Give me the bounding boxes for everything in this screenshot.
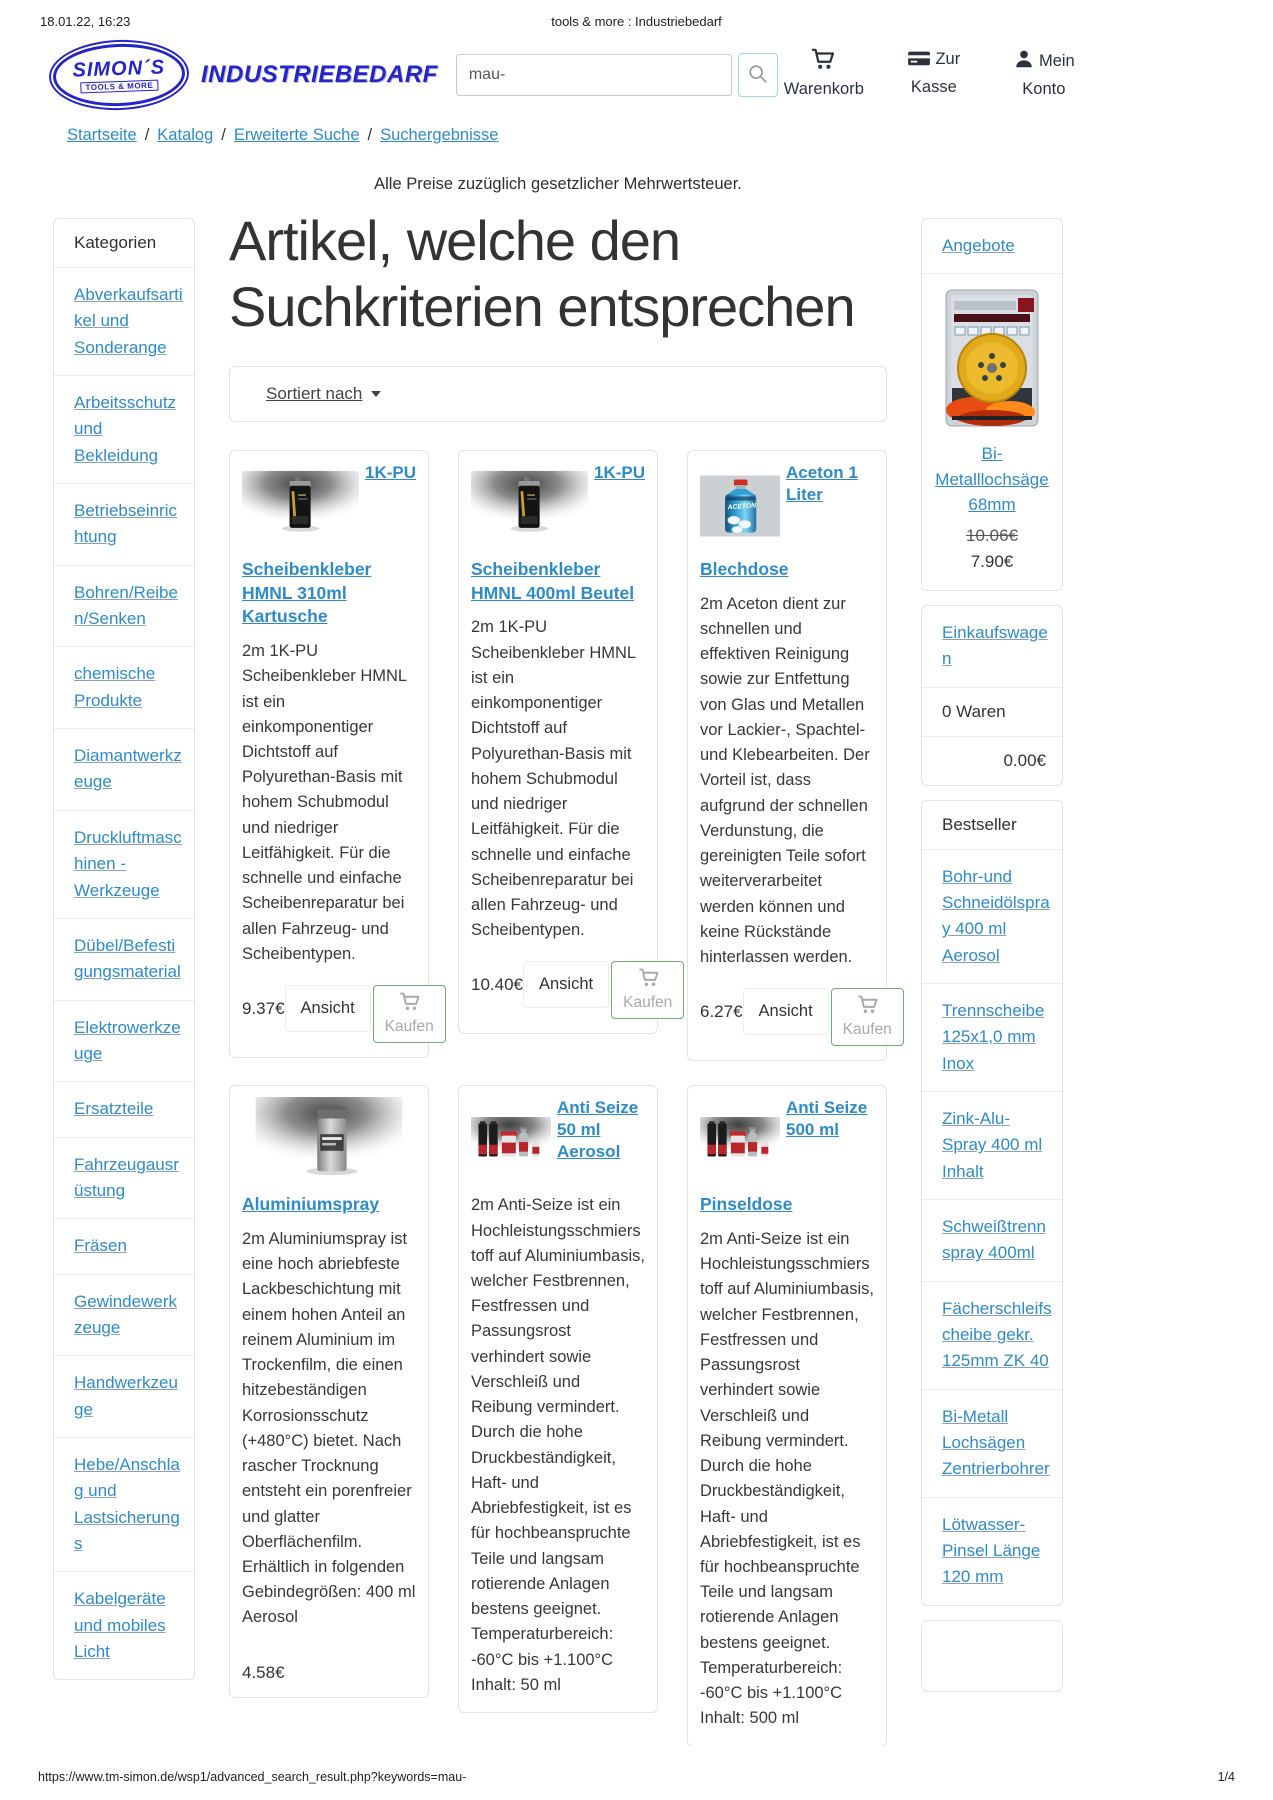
category-item	[54, 1571, 194, 1679]
page	[53, 38, 1075, 1746]
sort-label: Sortiert nach	[266, 384, 363, 404]
category-item	[54, 1437, 194, 1571]
product-description: 2m 1K-PU Scheibenkleber HMNL ist ein einkomponentiger Dichtstoff auf Polyurethan-Basis mit hohem Schubmodul und niedriger Leitfähigkeit. Für die schnelle und einfache Scheibenreparatur bei allen Fahrzeug- und Scheibentypen.	[242, 642, 407, 963]
print-header	[40, 14, 1233, 29]
category-link[interactable]: Kabelgeräte und mobiles Licht	[74, 1589, 166, 1662]
category-link[interactable]: Bohren/Reiben/Senken	[74, 582, 178, 629]
checkout-nav-link[interactable]	[888, 48, 980, 102]
bestseller-box	[921, 800, 1063, 1606]
breadcrumb-link[interactable]: Erweiterte Suche	[233, 126, 360, 144]
category-item	[54, 1355, 194, 1437]
sort-bar	[229, 366, 887, 422]
product-title-link[interactable]: Blechdose	[700, 559, 789, 580]
product-description: 2m Anti-Seize ist ein Hochleistungsschmierstoff auf Aluminiumbasis, welcher Festbrennen, Festfressen und Passungsrost verhindert sowie Verschleiß und Reibung vermindert. Durch die hohe Druckbeständigkeit, Haft- und Abriebfestigkeit, ist es für hochbeanspruchte Teile und langsam rotierende Anlagen bestens geeignet. Temperaturbereich: -60°C bis +1.100°C Inhalt: 500 ml	[700, 1229, 874, 1728]
view-button[interactable]: Ansicht	[285, 985, 371, 1032]
category-item	[54, 1137, 194, 1219]
caret-down-icon	[371, 391, 381, 397]
category-link[interactable]: Abverkaufsartikel und Sonderange	[74, 285, 183, 357]
logo-wordmark: INDUSTRIEBEDARF	[201, 61, 438, 88]
product-image	[700, 462, 780, 550]
buy-button[interactable]	[831, 988, 904, 1046]
breadcrumb-separator: /	[221, 126, 226, 144]
page-title: Artikel, welche den Suchkriterien entsprechen	[229, 218, 855, 339]
logo[interactable]	[53, 44, 438, 106]
cart-box-link[interactable]: Einkaufswagen	[942, 622, 1048, 669]
offers-box	[921, 218, 1063, 591]
product-category-link[interactable]: Anti Seize 500 ml	[786, 1098, 868, 1140]
tax-notice: Alle Preise zuzüglich gesetzlicher Mehrwertsteuer.	[374, 175, 742, 193]
product-image-row	[471, 1097, 645, 1185]
cart-count: 0 Waren	[922, 687, 1062, 736]
category-link[interactable]: Betriebseinrichtung	[74, 501, 177, 547]
product-description: 2m Aluminiumspray ist eine hoch abriebfeste Lackbeschichtung mit einem hohen Anteil an reinem Aluminium im Trockenfilm, die einen hitzebeständigen Korrosionsschutz (+480°C) bietet. Nach rascher Trocknung entsteht ein porenfreier und glatter Oberflächenfilm. Erhältlich in folgenden Gebindegrößen: 400 ml Aerosol	[242, 1229, 416, 1627]
cart-total: 0.00€	[922, 736, 1062, 785]
category-link[interactable]: Fräsen	[74, 1236, 127, 1256]
main-content	[229, 218, 892, 1746]
cart-nav-link[interactable]	[778, 48, 870, 102]
content-layout	[53, 218, 1063, 1746]
product-card	[229, 1085, 429, 1697]
product-category-link[interactable]: 1K-PU	[593, 463, 645, 483]
product-title-link[interactable]: Aluminiumspray	[242, 1194, 380, 1215]
product-price: 9.37€	[242, 999, 285, 1019]
categories-title: Kategorien	[74, 233, 157, 252]
offer-product-image	[944, 415, 1040, 432]
category-item	[54, 267, 194, 375]
bestseller-item	[922, 983, 1062, 1091]
logo-oval	[52, 42, 186, 109]
product-description: 2m 1K-PU Scheibenkleber HMNL ist ein einkomponentiger Dichtstoff auf Polyurethan-Basis mit hohem Schubmodul und niedriger Leitfähigkeit. Für die schnelle und einfache Scheibenreparatur bei allen Fahrzeug- und Scheibentypen.	[471, 618, 636, 940]
buy-button-label: Kaufen	[384, 1018, 434, 1036]
search-button[interactable]	[738, 53, 778, 97]
page-number: 1/4	[1217, 1770, 1235, 1784]
category-link[interactable]: Ersatzteile	[74, 1099, 154, 1119]
logo-brand-text: SIMON´S	[72, 55, 166, 82]
breadcrumb	[67, 126, 1063, 145]
category-item	[54, 565, 194, 647]
breadcrumb-link[interactable]: Startseite	[67, 126, 137, 144]
buy-button[interactable]	[611, 961, 684, 1019]
category-link[interactable]: Dübel/Befestigungsmaterial	[74, 935, 181, 982]
product-image-row	[700, 1097, 874, 1185]
view-button[interactable]: Ansicht	[523, 961, 609, 1008]
user-icon	[1013, 48, 1035, 78]
category-link[interactable]: chemische Produkte	[74, 664, 156, 710]
product-price-row	[242, 985, 434, 1043]
search-bar	[456, 53, 778, 97]
product-description: 2m Aceton dient zur schnellen und effektiven Reinigung sowie zur Entfettung von Glas und Metallen vor Lackier-, Spachtel- und Klebearbeiten. Der Vorteil ist, dass aufgrund der schnellen Verdunstung, die gereinigten Teile sofort weiterverarbeitet werden können und keine Rückstände hinterlassen werden.	[700, 594, 870, 967]
buy-button-label: Kaufen	[623, 994, 673, 1012]
account-nav-label: Mein Konto	[1022, 52, 1075, 98]
cart-nav-label: Warenkorb	[783, 80, 864, 98]
print-title: tools & more : Industriebedarf	[551, 14, 722, 29]
offer-price: 7.90€	[970, 551, 1014, 571]
category-item	[54, 1081, 194, 1136]
product-description: 2m Anti-Seize ist ein Hochleistungsschmierstoff auf Aluminiumbasis, welcher Festbrennen, Festfressen und Passungsrost verhindert sowie Verschleiß und Reibung vermindert. Durch die hohe Druckbeständigkeit, Haft- und Abriebfestigkeit, ist es für hochbeanspruchte Teile und langsam rotierende Anlagen bestens geeignet. Temperaturbereich: -60°C bis +1.100°C Inhalt: 50 ml	[471, 1196, 645, 1694]
offers-link[interactable]: Angebote	[942, 236, 1015, 255]
bestseller-link[interactable]: Zink-Alu-Spray 400 ml Inhalt	[942, 1108, 1043, 1181]
site-header	[53, 44, 1075, 106]
category-link[interactable]: Druckluftmaschinen - Werkzeuge	[74, 827, 182, 900]
product-category-link[interactable]: 1K-PU	[364, 463, 416, 483]
category-item	[54, 918, 194, 1000]
category-item	[54, 1274, 194, 1356]
bestseller-item	[922, 1497, 1062, 1605]
search-input[interactable]	[456, 54, 732, 96]
breadcrumb-link[interactable]: Suchergebnisse	[380, 126, 499, 144]
header-nav	[778, 48, 1090, 102]
shopping-cart-icon	[810, 48, 834, 78]
categories-sidebar	[53, 218, 195, 1680]
product-card	[687, 450, 892, 1061]
product-price: 10.40€	[471, 975, 523, 995]
bestseller-link[interactable]: Bohr-und Schneidölspray 400 ml Aerosol	[942, 866, 1050, 965]
product-image	[700, 1097, 780, 1185]
product-card	[458, 1085, 658, 1713]
category-link[interactable]: Diamantwerkzeuge	[74, 746, 182, 792]
page-url: https://www.tm-simon.de/wsp1/advanced_search_result.php?keywords=mau-	[38, 1770, 467, 1784]
product-image	[242, 462, 359, 550]
offer-product	[922, 273, 1062, 590]
category-link[interactable]: Hebe/Anschlag und Lastsicherungs	[74, 1454, 180, 1553]
category-link[interactable]: Handwerkzeuge	[74, 1373, 178, 1419]
product-image	[471, 1097, 551, 1185]
product-card	[687, 1085, 887, 1746]
credit-card-icon	[907, 48, 931, 76]
category-link[interactable]: Fahrzeugausrüstung	[74, 1154, 179, 1200]
bestseller-link[interactable]: Schweißtrennspray 400ml	[942, 1216, 1046, 1263]
product-card	[458, 450, 673, 1034]
category-item	[54, 483, 194, 565]
breadcrumb-separator: /	[367, 126, 373, 144]
breadcrumb-separator: /	[144, 126, 150, 144]
category-item	[54, 728, 194, 810]
category-item	[54, 1218, 194, 1273]
product-image-row	[471, 462, 645, 550]
category-link[interactable]: Elektrowerkzeuge	[74, 1017, 181, 1063]
shopping-cart-icon	[398, 992, 420, 1016]
print-footer	[38, 1770, 1235, 1784]
print-timestamp: 18.01.22, 16:23	[40, 14, 131, 29]
account-nav-link[interactable]	[998, 48, 1090, 102]
product-price-row	[242, 1649, 416, 1683]
bestseller-title: Bestseller	[942, 814, 1017, 834]
bestseller-item	[922, 1281, 1062, 1389]
bestseller-link[interactable]: Fächerschleifscheibe gekr. 125mm ZK 40	[942, 1298, 1052, 1371]
checkout-nav-label: Zur Kasse	[910, 50, 961, 96]
product-grid	[229, 450, 892, 1746]
breadcrumb-link[interactable]: Katalog	[157, 126, 214, 144]
bestseller-item	[922, 1199, 1062, 1281]
product-card	[229, 450, 434, 1058]
shopping-cart-icon	[856, 995, 878, 1019]
bestseller-item	[922, 1389, 1062, 1497]
view-button[interactable]: Ansicht	[743, 988, 829, 1035]
product-image-row	[242, 1097, 416, 1185]
category-item	[54, 1000, 194, 1082]
bestseller-item	[922, 1091, 1062, 1199]
category-link[interactable]: Gewindewerkzeuge	[74, 1291, 177, 1337]
shopping-cart-icon	[637, 968, 659, 992]
buy-button-label: Kaufen	[842, 1021, 892, 1039]
product-title-link[interactable]: Scheibenkleber HMNL 400ml Beutel	[471, 559, 635, 603]
cart-box	[921, 605, 1063, 786]
sort-dropdown[interactable]	[266, 384, 362, 403]
category-item	[54, 375, 194, 483]
product-image	[471, 462, 588, 550]
bestseller-link[interactable]: Bi-Metall Lochsägen Zentrierbohrer	[942, 1406, 1050, 1479]
product-price: 6.27€	[700, 1002, 743, 1022]
logo-tagline: TOOLS & MORE	[80, 79, 158, 93]
category-item	[54, 646, 194, 728]
product-image-row	[242, 462, 416, 550]
product-title-link[interactable]: Pinseldose	[700, 1194, 793, 1215]
svg-text:ACETON: ACETON	[727, 502, 757, 512]
magnifier-icon	[747, 63, 769, 88]
product-title-link[interactable]: Scheibenkleber HMNL 310ml Kartusche	[242, 559, 372, 627]
product-price-row	[700, 988, 892, 1046]
bestseller-link[interactable]: Trennscheibe 125x1,0 mm Inox	[942, 1000, 1045, 1073]
offer-product-link[interactable]: Bi-Metalllochsäge 68mm	[935, 444, 1049, 515]
product-price-row	[471, 961, 673, 1019]
category-item	[54, 810, 194, 918]
offer-old-price: 10.06€	[966, 525, 1018, 545]
product-price: 4.58€	[242, 1662, 285, 1682]
bestseller-item	[922, 849, 1062, 983]
product-category-link[interactable]: Aceton 1 Liter	[786, 463, 858, 505]
right-sidebar	[921, 218, 1063, 1706]
next-box-cutoff	[921, 1620, 1063, 1692]
product-image-row	[700, 462, 874, 550]
buy-button[interactable]	[373, 985, 446, 1043]
product-image	[242, 1097, 416, 1185]
product-category-link[interactable]: Anti Seize 50 ml Aerosol	[557, 1098, 639, 1162]
category-link[interactable]: Arbeitsschutz und Bekleidung	[74, 393, 177, 465]
bestseller-link[interactable]: Lötwasser-Pinsel Länge 120 mm	[942, 1514, 1041, 1587]
